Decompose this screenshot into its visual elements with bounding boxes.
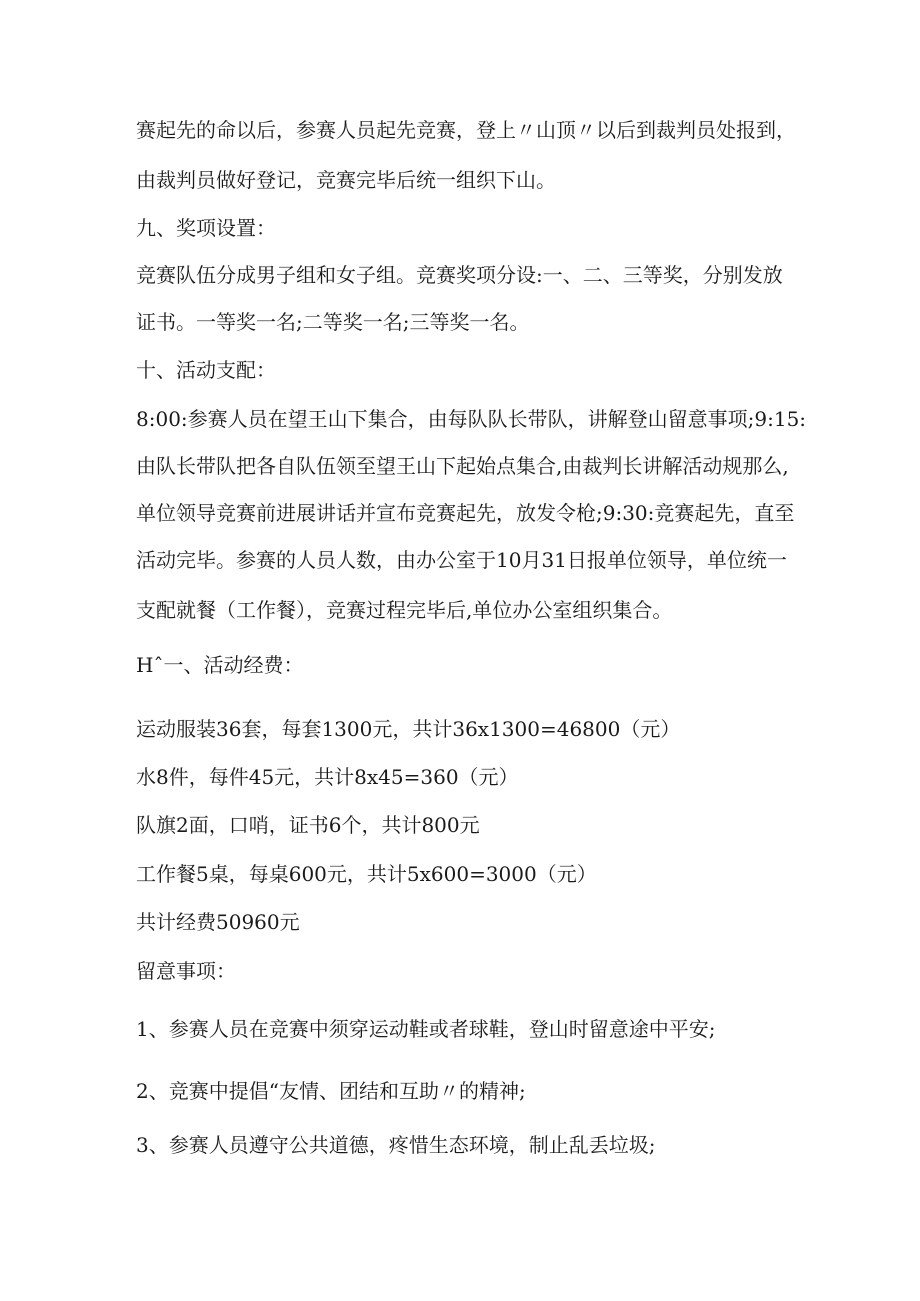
paragraph-line: 证书。一等奖一名;二等奖一名;三等奖一名。	[136, 310, 530, 334]
expense-total: 共计经费50960元	[136, 910, 300, 934]
note-item: 3、参赛人员遵守公共道德，疼惜生态环境，制止乱丢垃圾;	[136, 1133, 656, 1157]
section-heading: 十、活动支配：	[136, 358, 276, 382]
paragraph-line: 由裁判员做好登记，竞赛完毕后统一组织下山。	[136, 168, 556, 192]
paragraph-line: 竞赛队伍分成男子组和女子组。竞赛奖项分设:一、二、三等奖，分别发放	[136, 263, 783, 287]
section-heading: 九、奖项设置：	[136, 216, 276, 240]
expense-item: 工作餐5桌，每桌600元，共计5x600=3000（元）	[136, 862, 597, 886]
paragraph-line: 由队长带队把各自队伍领至望王山下起始点集合,由裁判长讲解活动规那么,	[136, 454, 789, 478]
paragraph-line: 8:00:参赛人员在望王山下集合，由每队队长带队，讲解登山留意事项;9:15:	[136, 407, 807, 431]
expense-item: 队旗2面，口哨，证书6个，共计800元	[136, 813, 480, 837]
paragraph-line: 赛起先的命以后，参赛人员起先竞赛，登上〃山顶〃以后到裁判员处报到，	[136, 118, 796, 142]
expense-item: 运动服装36套，每套1300元，共计36x1300=46800（元）	[136, 717, 681, 741]
paragraph-line: 支配就餐（工作餐），竞赛过程完毕后,单位办公室组织集合。	[136, 598, 673, 622]
section-heading: 留意事项：	[136, 959, 236, 983]
expense-item: 水8件，每件45元，共计8x45=360（元）	[136, 765, 519, 789]
note-item: 2、竞赛中提倡“友情、团结和互助〃的精神;	[136, 1079, 526, 1103]
note-item: 1、参赛人员在竞赛中须穿运动鞋或者球鞋，登山时留意途中平安;	[136, 1017, 716, 1041]
paragraph-line: 单位领导竞赛前进展讲话并宣布竞赛起先，放发令枪;9:30:竞赛起先，直至	[136, 501, 795, 525]
section-heading: Hˆ一、活动经费：	[136, 653, 304, 677]
paragraph-line: 活动完毕。参赛的人员人数，由办公室于10月31日报单位领导，单位统一	[136, 548, 787, 572]
